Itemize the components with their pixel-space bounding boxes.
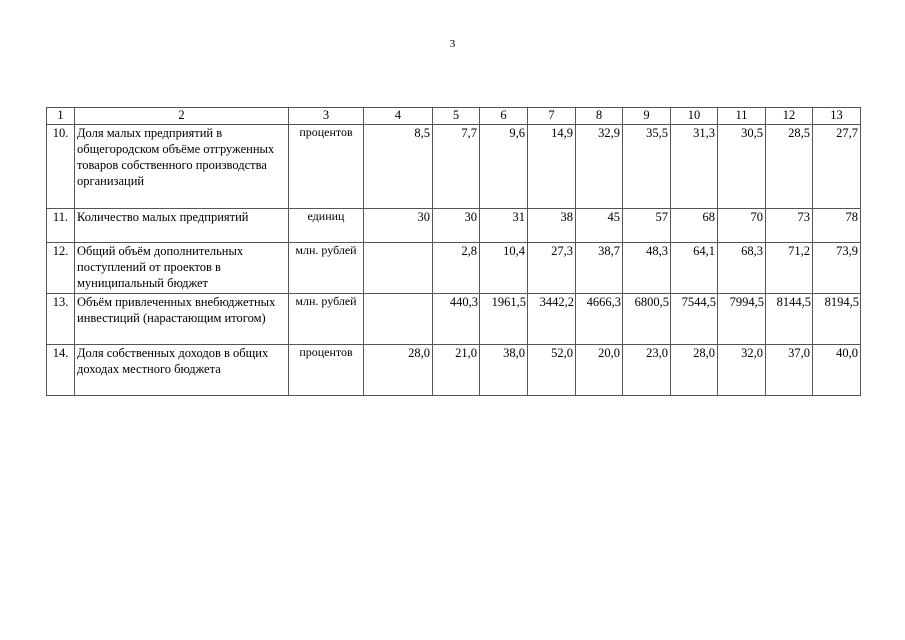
column-number: 4 [364, 108, 433, 125]
value-cell: 48,3 [623, 243, 671, 294]
value-cell: 28,5 [766, 125, 813, 209]
row-number: 10. [47, 125, 75, 209]
value-cell: 71,2 [766, 243, 813, 294]
row-number: 13. [47, 294, 75, 345]
value-cell: 28,0 [671, 345, 718, 396]
column-number: 8 [576, 108, 623, 125]
value-cell: 38 [528, 209, 576, 243]
unit-of-measure: млн. рублей [289, 294, 364, 345]
column-number: 10 [671, 108, 718, 125]
table-row [47, 294, 861, 345]
value-cell: 30,5 [718, 125, 766, 209]
value-cell: 7544,5 [671, 294, 718, 345]
value-cell: 8194,5 [813, 294, 861, 345]
value-cell: 28,0 [364, 345, 433, 396]
value-cell: 45 [576, 209, 623, 243]
indicator-name: Общий объём дополнительных поступлений от проектов в муниципальный бюджет [75, 243, 289, 294]
table-row [47, 125, 861, 209]
unit-of-measure: единиц [289, 209, 364, 243]
unit-of-measure: процентов [289, 125, 364, 209]
value-cell: 31 [480, 209, 528, 243]
table-row [47, 209, 861, 243]
column-number: 5 [433, 108, 480, 125]
value-cell: 32,9 [576, 125, 623, 209]
value-cell: 7994,5 [718, 294, 766, 345]
value-cell: 37,0 [766, 345, 813, 396]
value-cell: 4666,3 [576, 294, 623, 345]
value-cell: 440,3 [433, 294, 480, 345]
value-cell: 20,0 [576, 345, 623, 396]
column-number: 3 [289, 108, 364, 125]
column-number: 12 [766, 108, 813, 125]
value-cell: 70 [718, 209, 766, 243]
indicator-name: Доля малых предприятий в общегородском объёме отгруженных товаров собственного производства организаций [75, 125, 289, 209]
unit-of-measure: процентов [289, 345, 364, 396]
column-number: 11 [718, 108, 766, 125]
value-cell: 9,6 [480, 125, 528, 209]
column-number: 2 [75, 108, 289, 125]
row-number: 11. [47, 209, 75, 243]
value-cell: 31,3 [671, 125, 718, 209]
row-number: 12. [47, 243, 75, 294]
value-cell: 27,7 [813, 125, 861, 209]
value-cell: 7,7 [433, 125, 480, 209]
value-cell: 6800,5 [623, 294, 671, 345]
column-number-row [47, 108, 861, 125]
column-number: 6 [480, 108, 528, 125]
value-cell: 52,0 [528, 345, 576, 396]
page-number: 3 [449, 38, 456, 50]
column-number: 7 [528, 108, 576, 125]
value-cell [364, 243, 433, 294]
value-cell: 30 [364, 209, 433, 243]
value-cell: 30 [433, 209, 480, 243]
value-cell: 73 [766, 209, 813, 243]
table-row [47, 345, 861, 396]
value-cell: 73,9 [813, 243, 861, 294]
row-number: 14. [47, 345, 75, 396]
value-cell: 68 [671, 209, 718, 243]
value-cell: 35,5 [623, 125, 671, 209]
indicator-name: Количество малых предприятий [75, 209, 289, 243]
value-cell: 21,0 [433, 345, 480, 396]
value-cell: 8,5 [364, 125, 433, 209]
value-cell: 23,0 [623, 345, 671, 396]
value-cell: 3442,2 [528, 294, 576, 345]
value-cell: 27,3 [528, 243, 576, 294]
column-number: 13 [813, 108, 861, 125]
value-cell: 64,1 [671, 243, 718, 294]
value-cell: 8144,5 [766, 294, 813, 345]
value-cell: 32,0 [718, 345, 766, 396]
indicator-name: Доля собственных доходов в общих доходах местного бюджета [75, 345, 289, 396]
value-cell: 1961,5 [480, 294, 528, 345]
value-cell: 57 [623, 209, 671, 243]
indicators-table [46, 107, 861, 396]
value-cell: 40,0 [813, 345, 861, 396]
value-cell: 38,7 [576, 243, 623, 294]
column-number: 1 [47, 108, 75, 125]
value-cell [364, 294, 433, 345]
column-number: 9 [623, 108, 671, 125]
table-row [47, 243, 861, 294]
value-cell: 14,9 [528, 125, 576, 209]
unit-of-measure: млн. рублей [289, 243, 364, 294]
value-cell: 68,3 [718, 243, 766, 294]
value-cell: 38,0 [480, 345, 528, 396]
indicator-name: Объём привлеченных внебюджетных инвестиций (нарастающим итогом) [75, 294, 289, 345]
value-cell: 78 [813, 209, 861, 243]
value-cell: 2,8 [433, 243, 480, 294]
value-cell: 10,4 [480, 243, 528, 294]
